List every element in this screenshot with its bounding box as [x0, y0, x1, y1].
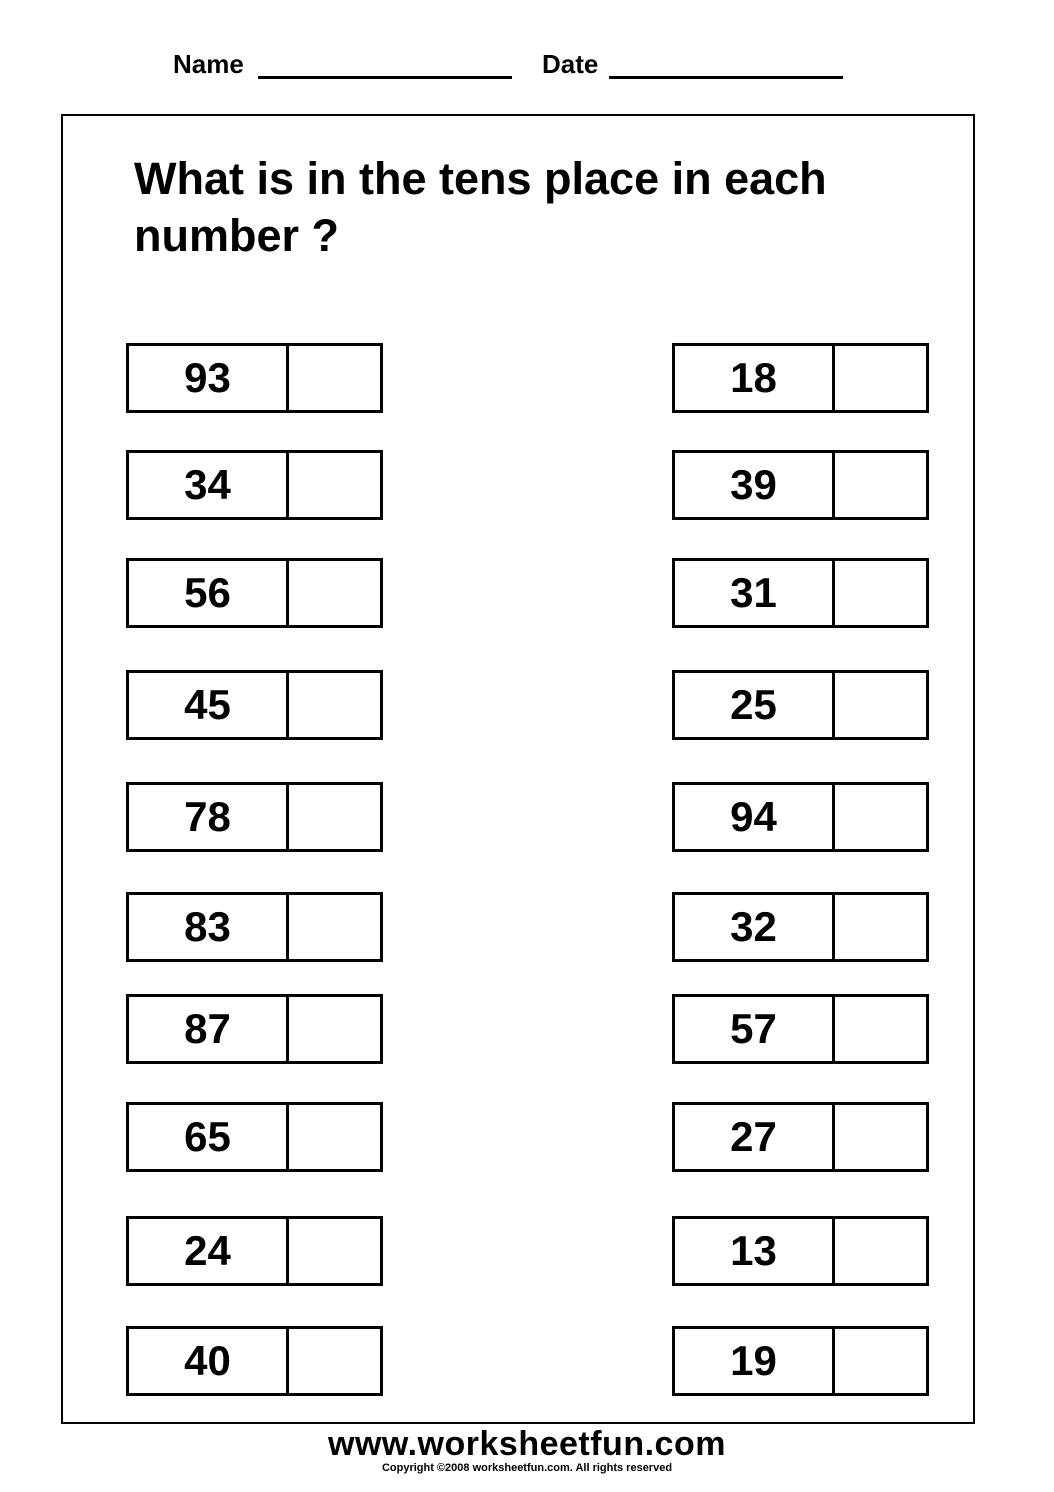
right-number-box: [672, 450, 929, 520]
answer-box[interactable]: [289, 997, 380, 1061]
right-number-box: [672, 892, 929, 962]
number-value: 27: [675, 1105, 835, 1169]
answer-box[interactable]: [835, 1219, 926, 1283]
name-label: Name: [173, 49, 244, 79]
answer-box[interactable]: [289, 895, 380, 959]
left-number-box: [126, 1216, 383, 1286]
left-number-box: [126, 1326, 383, 1396]
number-value: 40: [129, 1329, 289, 1393]
number-value: 94: [675, 785, 835, 849]
left-number-box: [126, 343, 383, 413]
number-value: 45: [129, 673, 289, 737]
number-value: 65: [129, 1105, 289, 1169]
number-value: 57: [675, 997, 835, 1061]
answer-box[interactable]: [835, 346, 926, 410]
answer-box[interactable]: [289, 785, 380, 849]
date-line: [609, 76, 843, 79]
right-number-box: [672, 343, 929, 413]
date-label: Date: [542, 49, 599, 79]
left-number-box: [126, 670, 383, 740]
answer-box[interactable]: [835, 453, 926, 517]
answer-box[interactable]: [835, 561, 926, 625]
answer-box[interactable]: [835, 673, 926, 737]
left-number-box: [126, 1102, 383, 1172]
answer-box[interactable]: [289, 561, 380, 625]
number-value: 93: [129, 346, 289, 410]
right-number-box: [672, 1102, 929, 1172]
number-value: 78: [129, 785, 289, 849]
number-value: 87: [129, 997, 289, 1061]
answer-box[interactable]: [835, 785, 926, 849]
left-number-box: [126, 994, 383, 1064]
answer-box[interactable]: [289, 1105, 380, 1169]
left-number-box: [126, 450, 383, 520]
footer-url: www.worksheetfun.com: [328, 1425, 726, 1463]
left-number-box: [126, 892, 383, 962]
answer-box[interactable]: [289, 453, 380, 517]
right-number-box: [672, 558, 929, 628]
right-number-box: [672, 1216, 929, 1286]
number-value: 32: [675, 895, 835, 959]
answer-box[interactable]: [289, 1329, 380, 1393]
answer-box[interactable]: [289, 346, 380, 410]
number-value: 24: [129, 1219, 289, 1283]
name-line: [258, 76, 512, 79]
number-value: 18: [675, 346, 835, 410]
answer-box[interactable]: [835, 997, 926, 1061]
number-value: 39: [675, 453, 835, 517]
right-number-box: [672, 994, 929, 1064]
answer-box[interactable]: [835, 1329, 926, 1393]
worksheet-header: [0, 46, 1054, 86]
question-text: What is in the tens place in each number ?: [134, 153, 827, 261]
footer-copyright: Copyright ©2008 worksheetfun.com. All rights reserved: [381, 1462, 673, 1474]
right-number-box: [672, 782, 929, 852]
answer-box[interactable]: [835, 895, 926, 959]
number-value: 83: [129, 895, 289, 959]
number-value: 13: [675, 1219, 835, 1283]
right-number-box: [672, 670, 929, 740]
number-value: 19: [675, 1329, 835, 1393]
answer-box[interactable]: [289, 673, 380, 737]
answer-box[interactable]: [835, 1105, 926, 1169]
number-value: 34: [129, 453, 289, 517]
left-number-box: [126, 558, 383, 628]
left-number-box: [126, 782, 383, 852]
right-number-box: [672, 1326, 929, 1396]
number-value: 31: [675, 561, 835, 625]
answer-box[interactable]: [289, 1219, 380, 1283]
number-value: 25: [675, 673, 835, 737]
number-value: 56: [129, 561, 289, 625]
